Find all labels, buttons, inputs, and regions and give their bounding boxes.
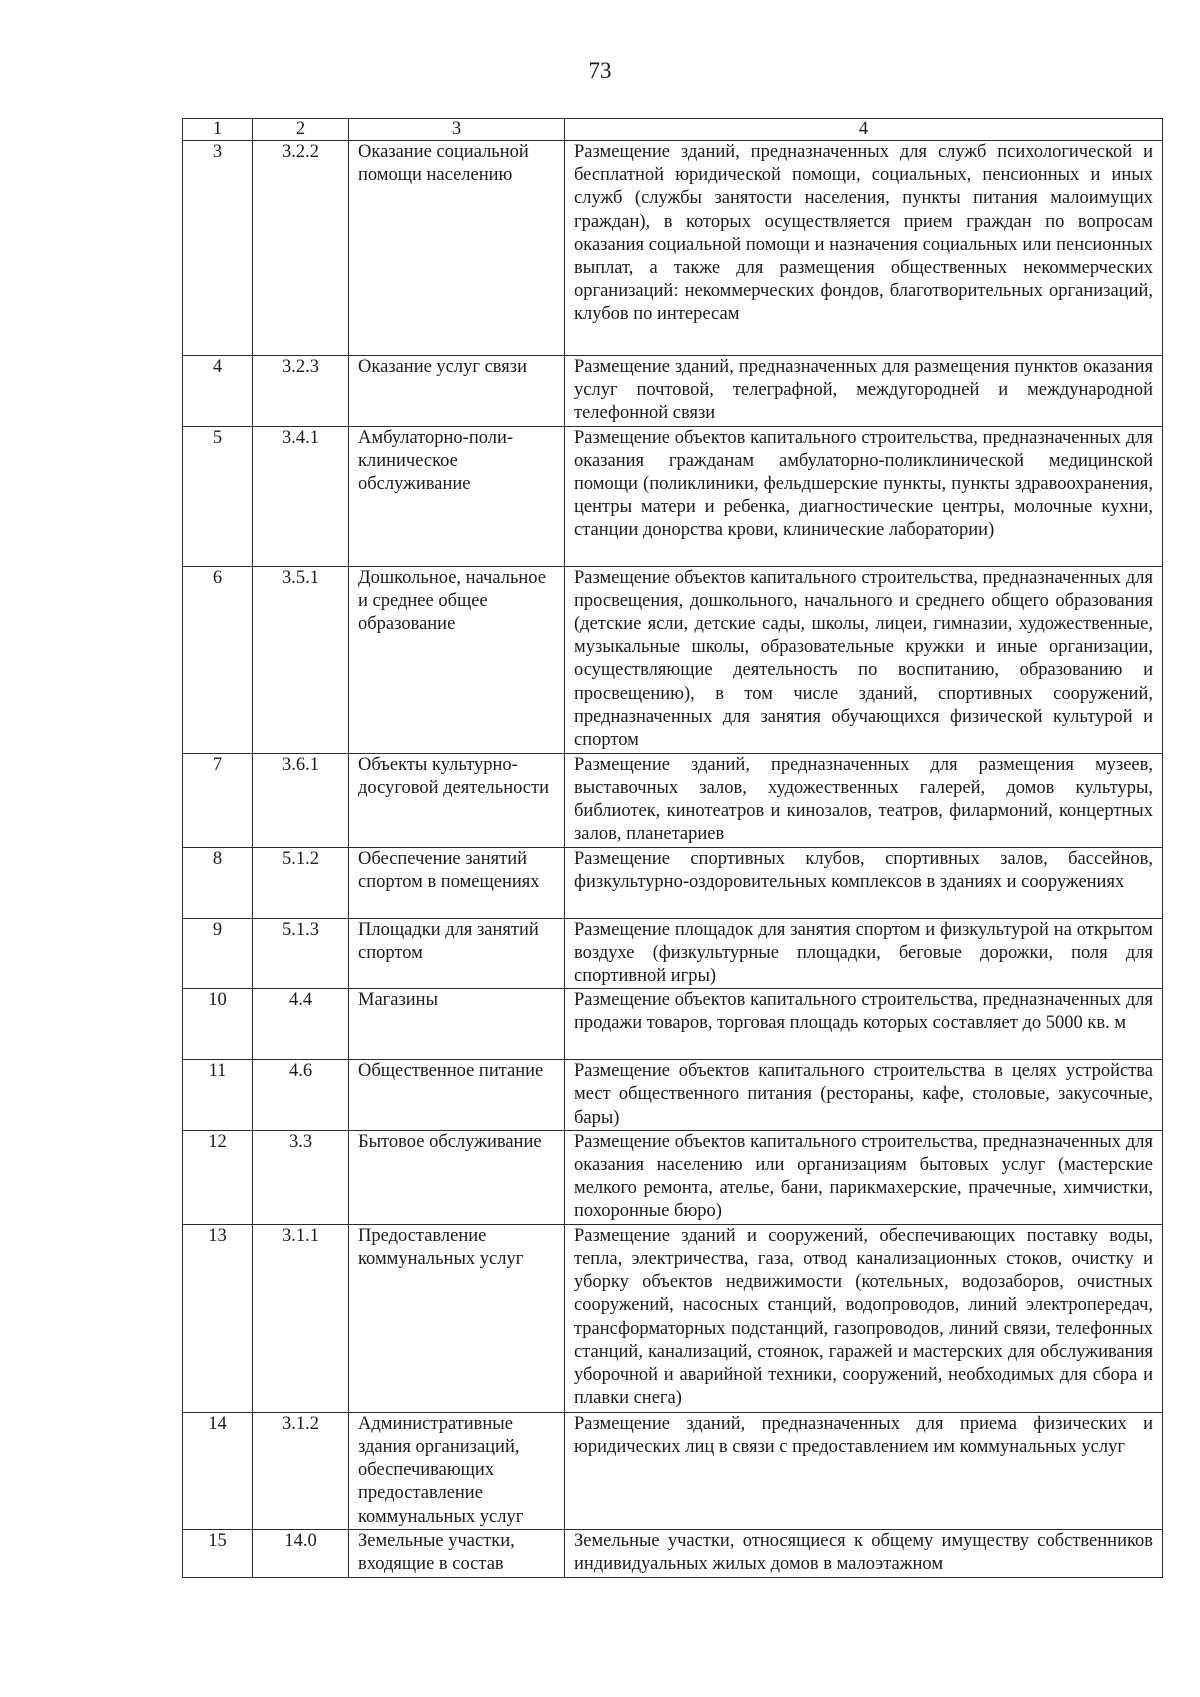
use-description: Земельные участки, относящиеся к общему имуществу собственников индивидуальных жилых домов в малоэтажном: [565, 1529, 1163, 1577]
row-number: 3: [183, 141, 253, 356]
row-number: 12: [183, 1130, 253, 1224]
row-number: 14: [183, 1412, 253, 1529]
table-row: [183, 753, 1163, 847]
table-row: [183, 566, 1163, 753]
use-name: Оказание социальной помощи населению: [349, 141, 565, 356]
use-description: Размещение спортивных клубов, спортивных залов, бассейнов, физкультурно-оздоровительных комплексов в зданиях и сооружениях: [565, 847, 1163, 918]
use-code: 3.1.1: [253, 1224, 349, 1412]
use-code: 5.1.2: [253, 847, 349, 918]
use-name: Земельные участки, входящие в состав: [349, 1529, 565, 1577]
column-header-4: 4: [565, 119, 1163, 141]
use-name: Площадки для занятий спортом: [349, 918, 565, 989]
use-code: 3.4.1: [253, 426, 349, 566]
use-code: 3.5.1: [253, 566, 349, 753]
row-number: 4: [183, 356, 253, 427]
row-number: 5: [183, 426, 253, 566]
table-row: [183, 1060, 1163, 1131]
table-row: [183, 989, 1163, 1060]
use-description: Размещение объектов капитального строительства, предназначенных для продажи товаров, торговая площадь которых составляет до 5000 кв. м: [565, 989, 1163, 1060]
use-code: 3.2.3: [253, 356, 349, 427]
use-name: Обеспечение занятий спортом в помещениях: [349, 847, 565, 918]
use-code: 5.1.3: [253, 918, 349, 989]
use-description: Размещение зданий, предназначенных для размещения музеев, выставочных залов, художественных галерей, домов культуры, библиотек, кинотеатров и кинозалов, театров, филармоний, концертных залов, планетариев: [565, 753, 1163, 847]
row-number: 10: [183, 989, 253, 1060]
use-name: Общественное питание: [349, 1060, 565, 1131]
table-body: [183, 141, 1163, 1578]
use-name: Дошкольное, начальное и среднее общее образование: [349, 566, 565, 753]
column-header-3: 3: [349, 119, 565, 141]
use-description: Размещение объектов капитального строительства, предназначенных для оказания населению или организациям бытовых услуг (мастерские мелкого ремонта, ателье, бани, парикмахерские, прачечные, химчистки, похоронные бюро): [565, 1130, 1163, 1224]
use-code: 4.6: [253, 1060, 349, 1131]
use-description: Размещение зданий, предназначенных для приема физических и юридических лиц в связи с предоставлением им коммунальных услуг: [565, 1412, 1163, 1529]
row-number: 7: [183, 753, 253, 847]
use-code: 3.3: [253, 1130, 349, 1224]
column-header-2: 2: [253, 119, 349, 141]
use-name: Административные здания организаций, обеспечивающих предоставление коммунальных услуг: [349, 1412, 565, 1529]
table-row: [183, 1412, 1163, 1529]
row-number: 15: [183, 1529, 253, 1577]
row-number: 8: [183, 847, 253, 918]
use-code: 14.0: [253, 1529, 349, 1577]
row-number: 6: [183, 566, 253, 753]
row-number: 9: [183, 918, 253, 989]
table-row: [183, 426, 1163, 566]
use-description: Размещение зданий, предназначенных для служб психологической и бесплатной юридической помощи, социальных, пенсионных и иных служб (службы занятости населения, пункты питания малоимущих граждан), в которых осуществляется прием граждан по вопросам оказания социальной помощи и назначения социальных или пенсионных выплат, а также для размещения общественных некоммерческих организаций: некоммерческих фондов, благотворительных организаций, клубов по интересам: [565, 141, 1163, 356]
use-code: 3.2.2: [253, 141, 349, 356]
column-header-1: 1: [183, 119, 253, 141]
use-description: Размещение площадок для занятия спортом и физкультурой на открытом воздухе (физкультурные площадки, беговые дорожки, поля для спортивной игры): [565, 918, 1163, 989]
use-name: Объекты культурно-досуговой деятельности: [349, 753, 565, 847]
use-description: Размещение объектов капитального строительства, предназначенных для просвещения, дошкольного, начального и среднего общего образования (детские ясли, детские сады, школы, лицеи, гимназии, художественные, музыкальные школы, образовательные кружки и иные организации, осуществляющие деятельность по воспитанию, образованию и просвещению), в том числе зданий, спортивных сооружений, предназначенных для занятия обучающихся физической культурой и спортом: [565, 566, 1163, 753]
use-name: Бытовое обслуживание: [349, 1130, 565, 1224]
header-row: [183, 119, 1163, 141]
table-row: [183, 847, 1163, 918]
table-header: [183, 119, 1163, 141]
table-row: [183, 356, 1163, 427]
table-row: [183, 918, 1163, 989]
table-row: [183, 1529, 1163, 1577]
use-name: Амбулаторно-поли-клиническое обслуживание: [349, 426, 565, 566]
land-use-table: [182, 118, 1163, 1578]
row-number: 11: [183, 1060, 253, 1131]
table-row: [183, 141, 1163, 356]
use-name: Предоставление коммунальных услуг: [349, 1224, 565, 1412]
use-description: Размещение объектов капитального строительства в целях устройства мест общественного питания (рестораны, кафе, столовые, закусочные, бары): [565, 1060, 1163, 1131]
use-code: 3.6.1: [253, 753, 349, 847]
use-code: 3.1.2: [253, 1412, 349, 1529]
table-row: [183, 1130, 1163, 1224]
use-description: Размещение зданий и сооружений, обеспечивающих поставку воды, тепла, электричества, газа, отвод канализационных стоков, очистку и уборку объектов недвижимости (котельных, водозаборов, очистных сооружений, насосных станций, водопроводов, линий электропередач, трансформаторных подстанций, газопроводов, линий связи, телефонных станций, канализаций, стоянок, гаражей и мастерских для обслуживания уборочной и аварийной техники, сооружений, необходимых для сбора и плавки снега): [565, 1224, 1163, 1412]
use-description: Размещение зданий, предназначенных для размещения пунктов оказания услуг почтовой, телеграфной, междугородней и международной телефонной связи: [565, 356, 1163, 427]
use-code: 4.4: [253, 989, 349, 1060]
row-number: 13: [183, 1224, 253, 1412]
table-row: [183, 1224, 1163, 1412]
use-name: Оказание услуг связи: [349, 356, 565, 427]
page-number: 73: [588, 58, 612, 83]
use-description: Размещение объектов капитального строительства, предназначенных для оказания гражданам амбулаторно-поликлинической медицинской помощи (поликлиники, фельдшерские пункты, пункты здравоохранения, центры матери и ребенка, диагностические центры, молочные кухни, станции донорства крови, клинические лаборатории): [565, 426, 1163, 566]
use-name: Магазины: [349, 989, 565, 1060]
